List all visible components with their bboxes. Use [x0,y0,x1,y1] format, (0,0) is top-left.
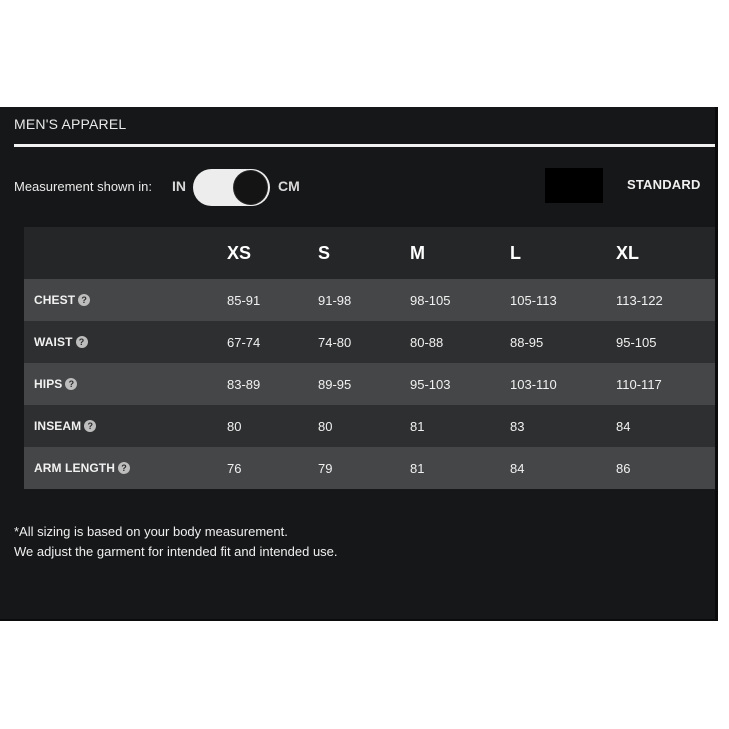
table-cell: 80 [318,418,333,434]
table-cell: 83 [510,418,525,434]
question-icon[interactable]: ? [76,336,88,348]
size-header: L [510,242,521,263]
table-cell: 113-122 [616,292,663,308]
panel-edge [715,107,718,621]
table-cell: 81 [410,418,425,434]
table-row-waist [24,321,715,363]
question-icon[interactable]: ? [78,294,90,306]
unit-cm-label[interactable]: CM [278,178,300,194]
fit-standard-label[interactable]: STANDARD [627,177,701,192]
size-header: S [318,242,331,263]
table-cell: 103-110 [510,376,557,392]
row-label [34,279,90,321]
table-cell: 81 [410,460,425,476]
table-cell: 86 [616,460,631,476]
row-label-text: HIPS [34,377,63,391]
row-label [34,405,96,447]
table-row-arm-length [24,447,715,489]
unit-toggle[interactable] [193,169,270,206]
table-cell: 91-98 [318,292,352,308]
table-cell: 105-113 [510,292,557,308]
table-cell: 95-105 [616,334,657,350]
sizing-note-line1: *All sizing is based on your body measurement. [14,524,288,539]
table-cell: 67-74 [227,334,261,350]
table-cell: 84 [616,418,631,434]
row-label [34,447,130,489]
table-cell: 88-95 [510,334,544,350]
table-cell: 83-89 [227,376,261,392]
table-cell: 80-88 [410,334,444,350]
table-row-hips [24,363,715,405]
table-cell: 98-105 [410,292,451,308]
sizing-note-line2: We adjust the garment for intended fit and intended use. [14,544,338,559]
table-cell: 89-95 [318,376,352,392]
table-cell: 80 [227,418,242,434]
table-cell: 84 [510,460,525,476]
title-divider [14,144,715,147]
question-icon[interactable]: ? [84,420,96,432]
size-header: XL [616,242,640,263]
question-icon[interactable]: ? [65,378,77,390]
row-label-text: CHEST [34,293,76,307]
section-title: MEN'S APPAREL [14,116,127,132]
unit-in-label[interactable]: IN [172,178,186,194]
question-icon[interactable]: ? [118,462,130,474]
table-cell: 79 [318,460,333,476]
measurement-label: Measurement shown in: [14,179,153,194]
row-label-text: INSEAM [34,419,82,433]
table-cell: 76 [227,460,242,476]
size-header: M [410,242,425,263]
fit-swatch [545,168,603,203]
row-label [34,321,88,363]
sizing-note [14,522,338,562]
table-row-inseam [24,405,715,447]
table-cell: 110-117 [616,376,662,392]
panel-bottom-edge [0,619,718,621]
table-cell: 95-103 [410,376,451,392]
table-row-chest [24,279,715,321]
row-label [34,363,77,405]
size-table [24,227,715,489]
row-label-text: ARM LENGTH [34,461,115,475]
toggle-knob[interactable] [234,171,267,204]
row-label-text: WAIST [34,335,73,349]
size-header-row [24,227,715,279]
table-cell: 85-91 [227,292,261,308]
size-header: XS [227,242,252,263]
table-cell: 74-80 [318,334,352,350]
